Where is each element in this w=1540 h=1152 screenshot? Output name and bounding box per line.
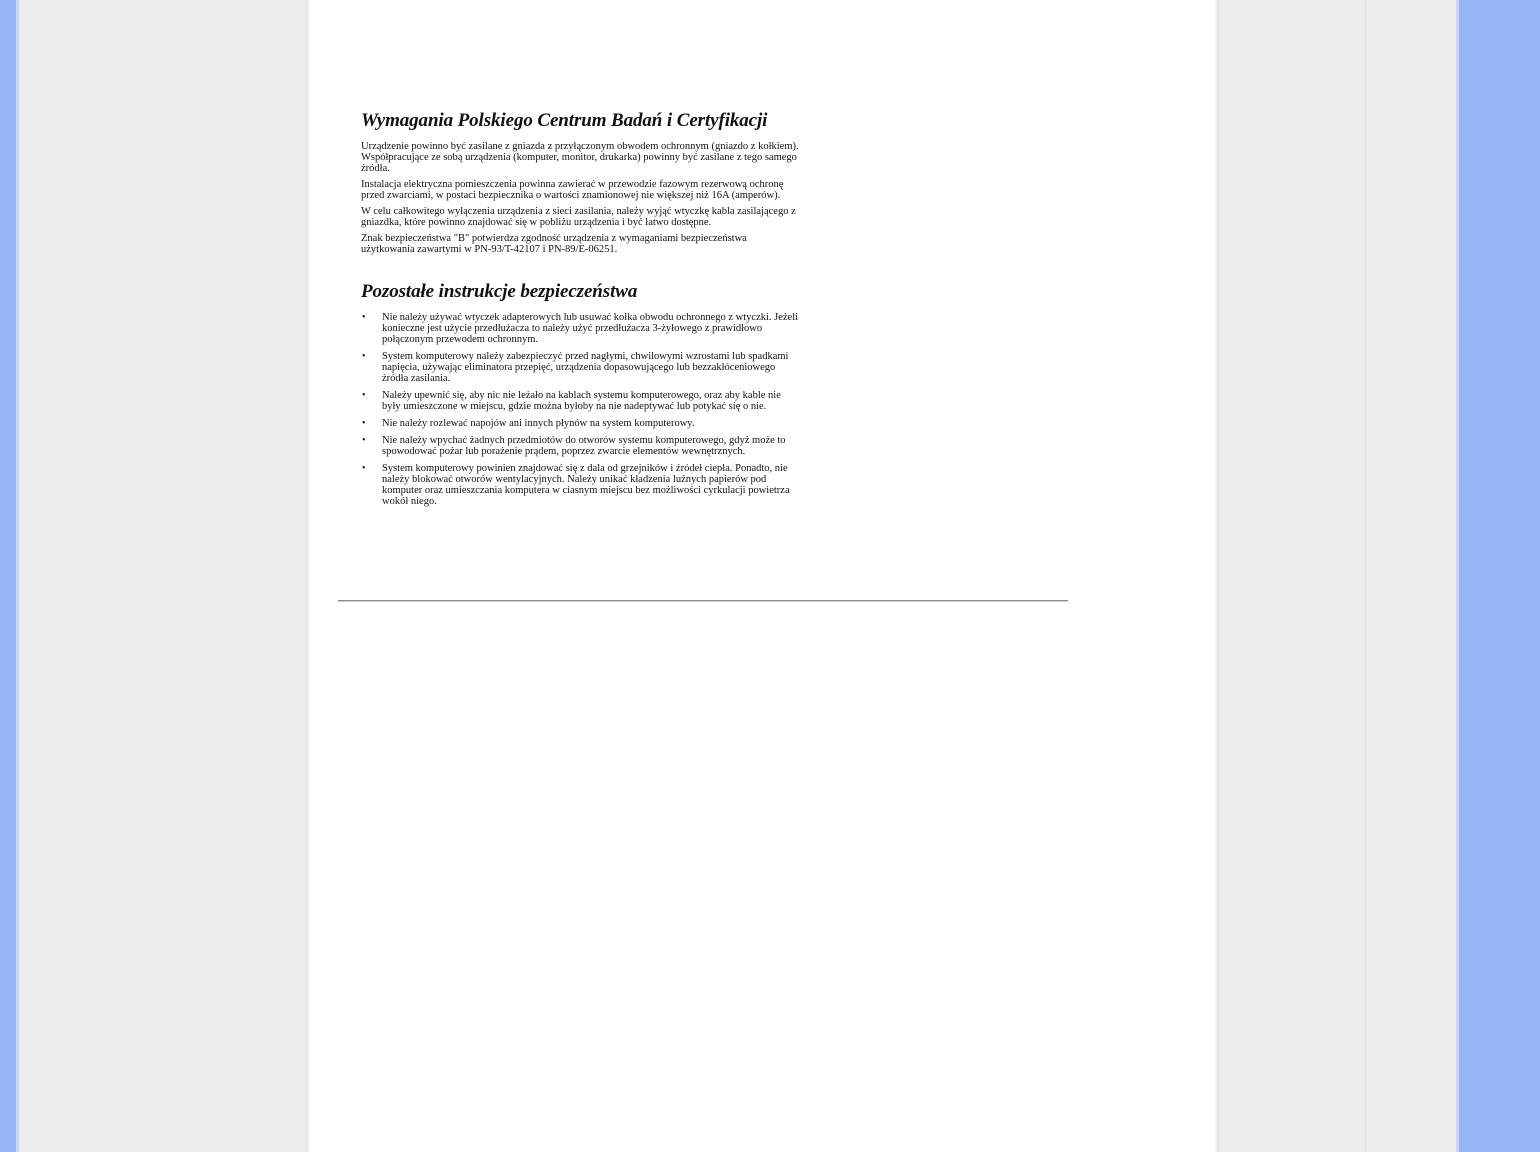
certification-document-image [361, 110, 801, 513]
window-frame-left-edge [16, 0, 19, 1152]
list-item [361, 418, 801, 429]
list-item [361, 463, 801, 507]
section-title-other-safety: Pozostałe instrukcje bezpieczeństwa [361, 281, 638, 302]
right-column-divider [1365, 0, 1366, 1152]
paragraph-power-outlet: Urządzenie powinno być zasilane z gniazda z przyłączonym obwodem ochronnym (gniazdo z kołkiem). Współpracujące ze sobą urządzenia (komputer, monitor, drukarka) powinny być zasilane z tego samego źródła. [361, 141, 799, 174]
bullet-icon: • [362, 390, 366, 401]
list-item [361, 351, 801, 384]
bullet-icon: • [362, 418, 366, 429]
bullet-icon: • [362, 435, 366, 446]
window-frame-left [0, 0, 16, 1152]
document-page [311, 0, 1214, 1152]
list-item [361, 435, 801, 457]
paragraph-electrical-installation: Instalacja elektryczna pomieszczenia powinna zawierać w przewodzie fazowym rezerwową ochronę przed zwarciami, w postaci bezpiecznika o wartości znamionowej nie większej niż 16A (amperów). [361, 179, 784, 201]
list-item-text: Należy upewnić się, aby nic nie leżało na kablach systemu komputerowego, oraz aby kable nie były umieszczone w miejscu, gdzie można byłoby na nie nadeptywać lub potykać się o nie. [382, 390, 781, 412]
paragraph-safety-mark: Znak bezpieczeństwa "B" potwierdza zgodność urządzenia z wymaganiami bezpieczeństwa użytkowania zawartymi w PN-93/T-42107 i PN-89/E-06251. [361, 233, 747, 255]
horizontal-divider [338, 600, 1068, 602]
list-item-text: Nie należy rozlewać napojów ani innych płynów na system komputerowy. [382, 418, 695, 429]
list-item [361, 312, 801, 345]
paragraph-disconnect-power: W celu całkowitego wyłączenia urządzenia z sieci zasilania, należy wyjąć wtyczkę kabla zasilającego z gniazdka, które powinno znajdować się w pobliżu urządzenia i być łatwo dostępne. [361, 206, 796, 228]
bullet-icon: • [362, 463, 366, 474]
section-title-certification: Wymagania Polskiego Centrum Badań i Certyfikacji [361, 110, 768, 131]
list-item-text: Nie należy używać wtyczek adapterowych lub usuwać kołka obwodu ochronnego z wtyczki. Jeżeli konieczne jest użycie przedłużacza to należy użyć przedłużacza 3-żyłowego z prawidłowo połączonym przewodem ochronnym. [382, 312, 799, 345]
list-item-text: System komputerowy powinien znajdować się z dala od grzejników i źródeł ciepła. Ponadto, nie należy blokować otworów wentylacyjnych. Należy unikać kładzenia luźnych papierów pod komputer oraz umieszczania komputera w ciasnym miejscu bez możliwości cyrkulacji powietrza wokół niego. [382, 463, 790, 507]
list-item-text: System komputerowy należy zabezpieczyć przed nagłymi, chwilowymi wzrostami lub spadkami napięcia, używając eliminatora przepięć, urządzenia dopasowującego lub bezzakłóceniowego źródła zasilania. [382, 351, 789, 384]
bullet-icon: • [362, 351, 366, 362]
list-item [361, 390, 801, 412]
window-frame-right [1459, 0, 1540, 1152]
list-item-text: Nie należy wpychać żadnych przedmiotów do otworów systemu komputerowego, gdyż może to spowodować pożar lub porażenie prądem, poprzez zwarcie elementów wewnętrznych. [382, 435, 786, 457]
bullet-icon: • [362, 312, 366, 323]
safety-instructions-list [361, 312, 801, 507]
